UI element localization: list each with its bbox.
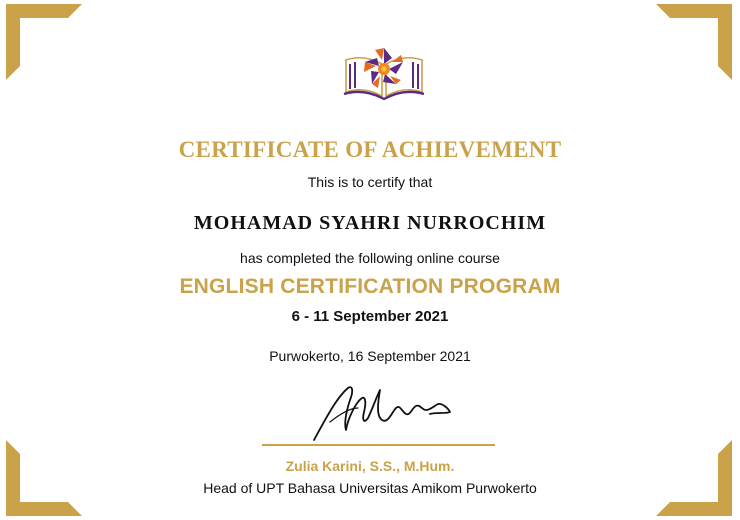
signature-icon — [300, 378, 470, 446]
signer-role: Head of UPT Bahasa Universitas Amikom Purwokerto — [203, 480, 537, 496]
signer-name: Zulia Karini, S.S., M.Hum. — [285, 458, 455, 474]
institution-logo-icon — [340, 42, 428, 102]
certificate-title: CERTIFICATE OF ACHIEVEMENT — [178, 137, 562, 162]
signature-line — [262, 444, 495, 446]
recipient-name: MOHAMAD SYAHRI NURROCHIM — [193, 212, 547, 234]
corner-ornament-top-left-icon — [6, 4, 86, 84]
certify-line: This is to certify that — [307, 174, 433, 190]
corner-ornament-bottom-left-icon — [6, 436, 86, 516]
completed-line: has completed the following online course — [240, 250, 500, 266]
place-and-date: Purwokerto, 16 September 2021 — [269, 348, 471, 364]
course-dates: 6 - 11 September 2021 — [291, 308, 449, 325]
corner-ornament-bottom-right-icon — [652, 436, 732, 516]
course-name: ENGLISH CERTIFICATION PROGRAM — [179, 275, 561, 298]
corner-ornament-top-right-icon — [652, 4, 732, 84]
